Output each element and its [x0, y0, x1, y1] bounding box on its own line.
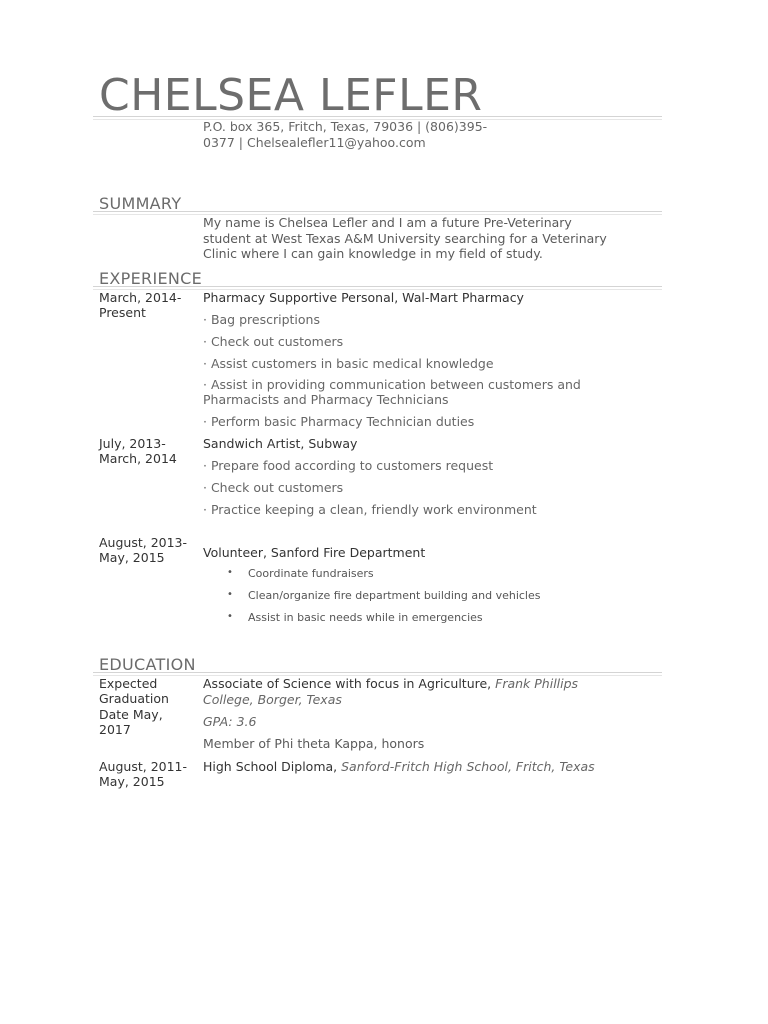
job-date: March, 2014- Present [99, 290, 182, 321]
job-bullet-text: Coordinate fundraisers [248, 567, 374, 580]
job-bullet: · Check out customers [203, 480, 344, 495]
education-gpa: GPA: 3.6 [203, 714, 257, 729]
education-degree [203, 676, 603, 707]
resume-name: CHELSEA LEFLER [99, 70, 483, 121]
job-bullet [227, 567, 374, 580]
job-bullet: · Check out customers [203, 334, 344, 349]
job-bullet: · Bag prescriptions [203, 312, 320, 327]
experience-rule [93, 286, 662, 287]
job-bullet: · Perform basic Pharmacy Technician duties [203, 414, 475, 429]
job-title: Volunteer, Sanford Fire Department [203, 545, 426, 560]
education-degree [203, 759, 595, 775]
education-date: Expected Graduation Date May, 2017 [99, 676, 169, 737]
bullet-icon: • [227, 611, 233, 622]
education-note: Member of Phi theta Kappa, honors [203, 736, 425, 751]
job-bullet [227, 611, 483, 624]
job-bullet: · Prepare food according to customers request [203, 458, 494, 473]
education-date: August, 2011- May, 2015 [99, 759, 188, 790]
degree-name: High School Diploma, [203, 759, 342, 774]
job-title: Pharmacy Supportive Personal, Wal-Mart Pharmacy [203, 290, 524, 305]
job-title: Sandwich Artist, Subway [203, 436, 358, 451]
summary-heading: SUMMARY [99, 194, 182, 213]
job-bullet: · Practice keeping a clean, friendly work environment [203, 502, 537, 517]
experience-heading: EXPERIENCE [99, 269, 203, 288]
job-bullet: · Assist customers in basic medical knowledge [203, 356, 494, 371]
school-name: Frank Phillips College, Borger, Texas [203, 676, 579, 707]
name-rule [93, 116, 662, 117]
summary-rule [93, 211, 662, 212]
contact-info: P.O. box 365, Fritch, Texas, 79036 | (806)395-0377 | Chelsealefler11@yahoo.com [203, 119, 488, 150]
degree-name: Associate of Science with focus in Agriculture, [203, 676, 496, 691]
job-bullet-text: Clean/organize fire department building and vehicles [248, 589, 541, 602]
job-bullet: · Assist in providing communication between customers and Pharmacists and Pharmacy Technicians [203, 377, 581, 407]
education-heading: EDUCATION [99, 655, 196, 674]
school-name: Sanford-Fritch High School, Fritch, Texas [341, 759, 595, 774]
job-bullet [227, 589, 541, 602]
education-rule [93, 672, 662, 673]
job-date: July, 2013- March, 2014 [99, 436, 177, 467]
summary-text: My name is Chelsea Lefler and I am a future Pre-Veterinary student at West Texas A&M University searching for a Veterinary Clinic where I can gain knowledge in my field of study. [203, 215, 607, 261]
job-date: August, 2013- May, 2015 [99, 535, 188, 566]
job-bullet-text: Assist in basic needs while in emergencies [248, 611, 483, 624]
bullet-icon: • [227, 589, 233, 600]
bullet-icon: • [227, 567, 233, 578]
